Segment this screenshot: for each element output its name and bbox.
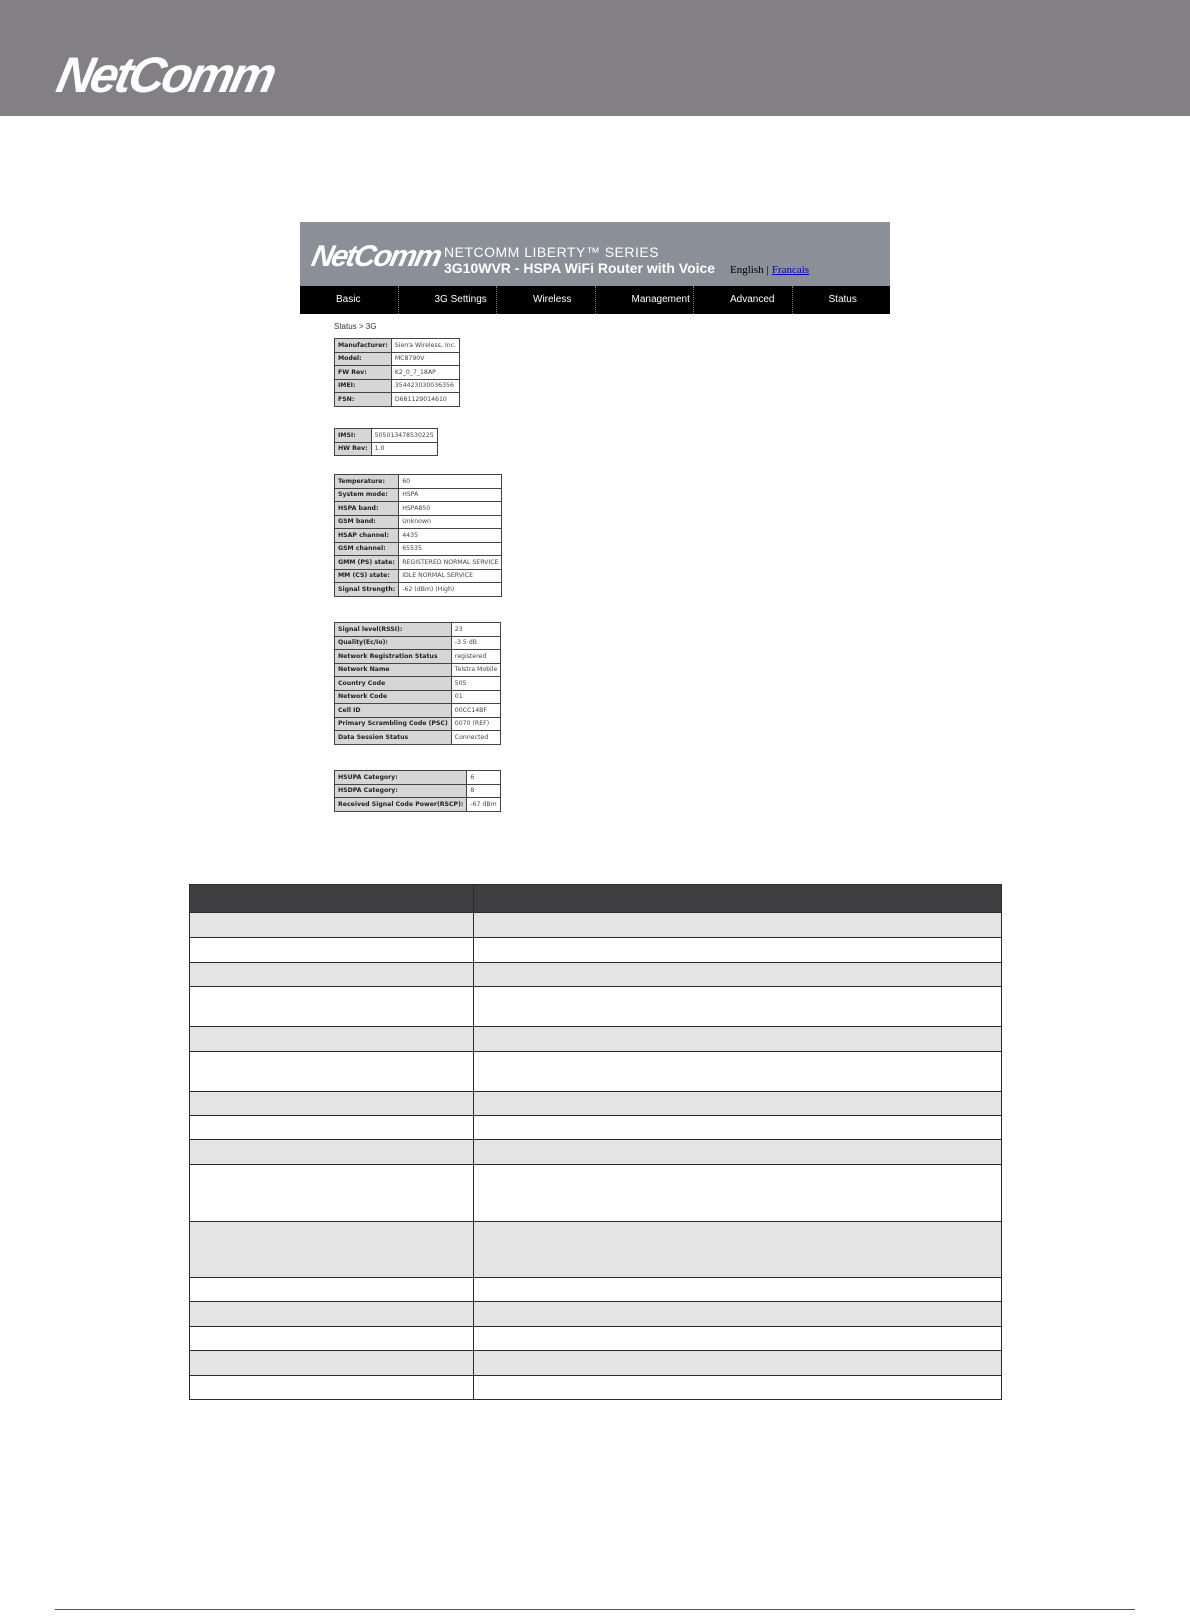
table-row [335, 379, 460, 393]
field-label: GMM (PS) state: [335, 556, 399, 570]
field-label: HSAP channel: [335, 529, 399, 543]
field-value: registered [451, 650, 501, 664]
field-value: -67 dBm [467, 798, 500, 812]
field-value: 8 [467, 784, 500, 798]
table-row [190, 938, 474, 963]
field-label: HSUPA Category: [335, 771, 467, 785]
field-value: HSPA [399, 488, 502, 502]
field-value: MC8790V [391, 352, 459, 366]
table-row [335, 475, 502, 489]
header-cell [474, 885, 1002, 913]
table-row [190, 1278, 474, 1302]
router-banner [300, 222, 890, 286]
field-value: IDLE NORMAL SERVICE [399, 569, 502, 583]
device-info-table [334, 338, 460, 407]
field-label: GSM channel: [335, 542, 399, 556]
field-label: Network Name [335, 663, 452, 677]
lang-english[interactable]: English [730, 264, 764, 276]
table-row [190, 1222, 474, 1278]
field-value: -62 (dBm) (High) [399, 583, 502, 597]
field-label: Temperature: [335, 475, 399, 489]
field-label: Network Registration Status [335, 650, 452, 664]
field-value: 23 [451, 623, 501, 637]
nav-status[interactable]: Status [792, 286, 891, 314]
field-label: Primary Scrambling Code (PSC) [335, 717, 452, 731]
field-value: REGISTERED NORMAL SERVICE [399, 556, 502, 570]
field-label: Network Code [335, 690, 452, 704]
table-row [190, 1302, 474, 1327]
table-row [335, 623, 501, 637]
table-row [190, 1116, 474, 1140]
page-header [0, 0, 1190, 116]
nav-advanced[interactable]: Advanced [693, 286, 792, 314]
router-series: NETCOMM LIBERTY™ SERIES [444, 244, 660, 260]
table-row [335, 677, 501, 691]
table-row [335, 798, 501, 812]
table-row [190, 1351, 474, 1376]
table-row [190, 987, 474, 1027]
field-label: Signal Strength: [335, 583, 399, 597]
field-value: D681129014610 [391, 393, 459, 407]
field-value: 60 [399, 475, 502, 489]
field-value: 4435 [399, 529, 502, 543]
table-row [335, 529, 502, 543]
field-value: HSPA850 [399, 502, 502, 516]
nav-wireless[interactable]: Wireless [496, 286, 595, 314]
field-value: 65535 [399, 542, 502, 556]
field-label: Quality(Ec/Io): [335, 636, 452, 650]
radio-status-table [334, 474, 502, 597]
field-label: Manufacturer: [335, 339, 392, 353]
table-row [190, 1165, 474, 1222]
table-row [190, 1027, 474, 1052]
field-label: Data Session Status [335, 731, 452, 745]
table-row [190, 1092, 474, 1116]
field-label: System mode: [335, 488, 399, 502]
field-value: Connected [451, 731, 501, 745]
table-row [335, 352, 460, 366]
field-value: 1.0 [371, 442, 437, 456]
lang-separator: | [766, 264, 769, 276]
table-row [335, 704, 501, 718]
table-row [190, 1052, 474, 1092]
table-row [335, 784, 501, 798]
field-value: 354423030036356 [391, 379, 459, 393]
table-row [335, 636, 501, 650]
lang-french-link[interactable]: Francais [771, 264, 810, 276]
router-status-screenshot [300, 222, 890, 816]
table-row [335, 488, 502, 502]
header-cell [190, 885, 474, 913]
table-row [335, 442, 438, 456]
table-row [335, 690, 501, 704]
router-product-name: 3G10WVR - HSPA WiFi Router with Voice [444, 260, 716, 276]
field-label: Cell ID [335, 704, 452, 718]
description-table [189, 884, 1002, 1400]
sim-info-table [334, 428, 438, 456]
nav-basic[interactable]: Basic [336, 294, 361, 305]
field-value: Telstra Mobile [451, 663, 501, 677]
field-label: IMEI: [335, 379, 392, 393]
table-row [335, 366, 460, 380]
field-value: 00CC14BF [451, 704, 501, 718]
field-value: 01 [451, 690, 501, 704]
table-row [190, 913, 474, 938]
table-row [190, 1140, 474, 1165]
table-row [335, 663, 501, 677]
field-value: -3.5 dB [451, 636, 501, 650]
router-nav [300, 286, 890, 314]
language-switcher [730, 264, 809, 276]
field-value: 505 [451, 677, 501, 691]
table-row [335, 556, 502, 570]
table-row [335, 542, 502, 556]
field-label: Country Code [335, 677, 452, 691]
field-value: 505013478530225 [371, 429, 437, 443]
field-label: HSPA band: [335, 502, 399, 516]
field-value: Sierra Wireless, Inc. [391, 339, 459, 353]
field-label: FSN: [335, 393, 392, 407]
table-row [190, 963, 474, 987]
table-row [335, 771, 501, 785]
field-label: FW Rev: [335, 366, 392, 380]
field-label: IMSI: [335, 429, 372, 443]
field-label: Received Signal Code Power(RSCP): [335, 798, 467, 812]
field-label: HW Rev: [335, 442, 372, 456]
field-label: GSM band: [335, 515, 399, 529]
field-value: K2_0_7_18AP [391, 366, 459, 380]
field-label: Signal level(RSSI): [335, 623, 452, 637]
table-row [190, 1327, 474, 1351]
table-row [335, 731, 501, 745]
table-row [335, 583, 502, 597]
netcomm-logo: NetComm [52, 47, 280, 103]
table-row [335, 515, 502, 529]
router-logo: NetComm [308, 240, 444, 273]
field-label: Model: [335, 352, 392, 366]
table-row [335, 339, 460, 353]
nav-management[interactable]: Management [595, 286, 694, 314]
network-status-table [334, 622, 501, 745]
footer-rule [55, 1609, 1135, 1610]
hspa-category-table [334, 770, 501, 812]
breadcrumb: Status > 3G [334, 322, 377, 331]
table-row [190, 1376, 474, 1400]
field-label: HSDPA Category: [335, 784, 467, 798]
table-row [335, 429, 438, 443]
field-value: 6 [467, 771, 500, 785]
field-value: Unknown [399, 515, 502, 529]
field-label: MM (CS) state: [335, 569, 399, 583]
table-row [335, 650, 501, 664]
table-row [335, 393, 460, 407]
table-row [335, 717, 501, 731]
nav-3g-settings[interactable]: 3G Settings [398, 286, 497, 314]
table-row [335, 569, 502, 583]
table-row [335, 502, 502, 516]
field-value: 0070 (REF) [451, 717, 501, 731]
